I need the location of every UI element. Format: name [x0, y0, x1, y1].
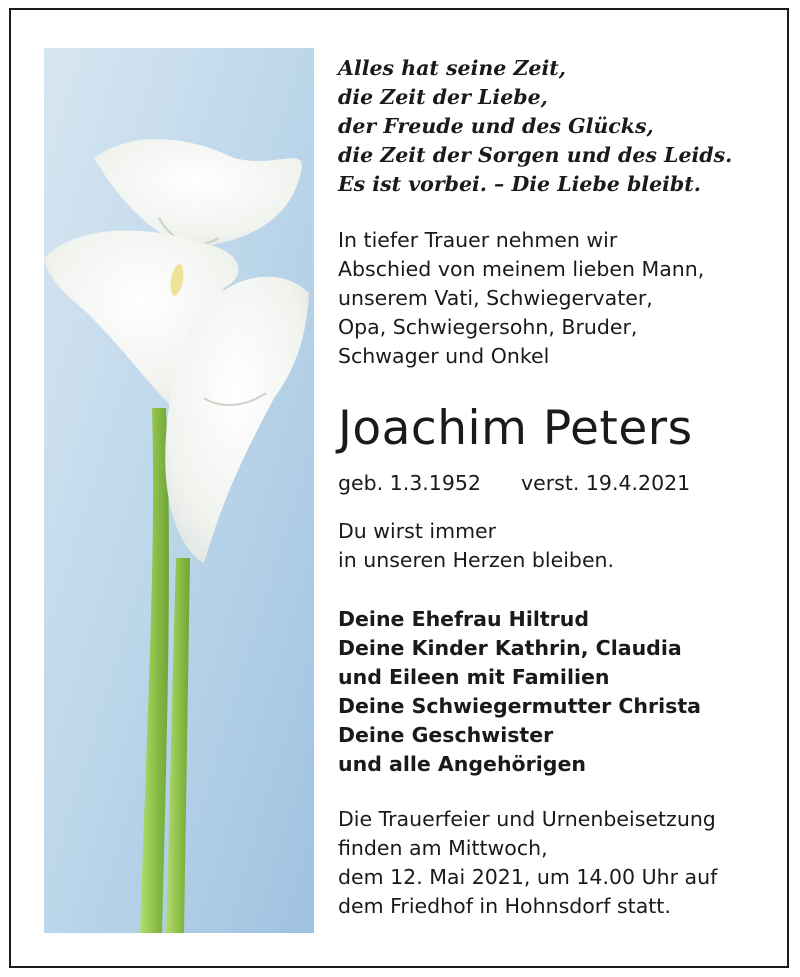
death-date: verst. 19.4.2021 [520, 471, 691, 495]
poem-line: Es ist vorbei. – Die Liebe bleibt. [338, 172, 701, 196]
intro-text [338, 226, 768, 371]
intro-line: Schwager und Onkel [338, 344, 550, 368]
family-line: Deine Kinder Kathrin, Claudia [338, 636, 682, 660]
family-line: Deine Geschwister [338, 723, 554, 747]
ceremony-line: dem Friedhof in Hohnsdorf statt. [338, 894, 671, 918]
birth-date: geb. 1.3.1952 [338, 471, 481, 495]
family-line: und alle Angehörigen [338, 752, 586, 776]
family-line: Deine Ehefrau Hiltrud [338, 607, 590, 631]
family-line: Deine Schwiegermutter Christa [338, 694, 701, 718]
family-line: und Eileen mit Familien [338, 665, 610, 689]
ceremony-line: Die Trauerfeier und Urnenbeisetzung [338, 807, 716, 831]
ceremony-line: dem 12. Mai 2021, um 14.00 Uhr auf [338, 865, 718, 889]
farewell-line: in unseren Herzen bleiben. [338, 548, 615, 572]
obituary-text [338, 48, 768, 921]
poem [338, 48, 768, 199]
poem-line: die Zeit der Liebe, [338, 85, 548, 109]
ceremony-info [338, 805, 768, 921]
family-list [338, 605, 768, 779]
calla-lily-illustration [44, 48, 314, 933]
intro-line: In tiefer Trauer nehmen wir [338, 228, 618, 252]
ceremony-line: finden am Mittwoch, [338, 836, 548, 860]
poem-line: Alles hat seine Zeit, [338, 56, 566, 80]
intro-line: unserem Vati, Schwiegervater, [338, 286, 653, 310]
farewell-line: Du wirst immer [338, 519, 497, 543]
life-dates [338, 471, 768, 495]
intro-line: Opa, Schwiegersohn, Bruder, [338, 315, 638, 339]
deceased-name: Joachim Peters [338, 401, 693, 456]
farewell-text [338, 517, 768, 575]
poem-line: die Zeit der Sorgen und des Leids. [338, 143, 733, 167]
calla-lily-photo [44, 48, 314, 933]
poem-line: der Freude und des Glücks, [338, 114, 654, 138]
intro-line: Abschied von meinem lieben Mann, [338, 257, 705, 281]
